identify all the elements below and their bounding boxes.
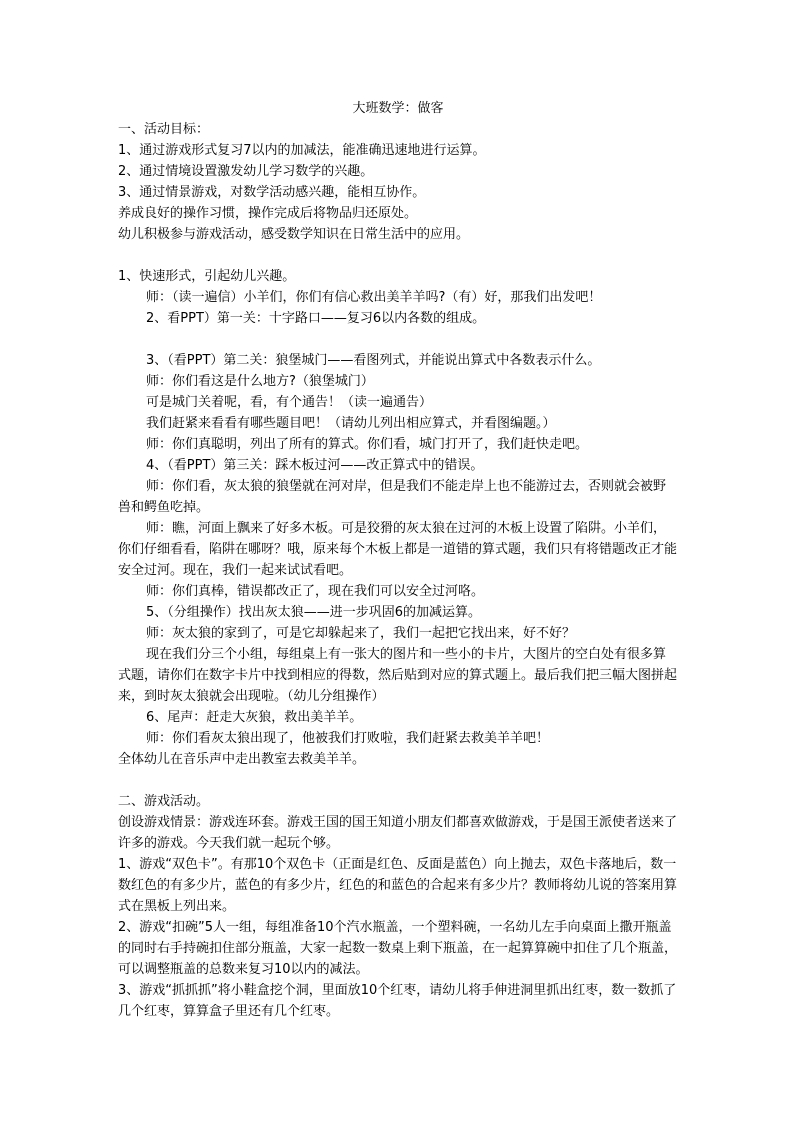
blank-line [118, 245, 678, 266]
process-paragraph: 师：你们看，灰太狼的狼堡就在河对岸，但是我们不能走岸上也不能游过去，否则就会被野兽和鳄鱼吃掉。 [118, 479, 667, 515]
process-step: 5、（分组操作）找出灰太狼——进一步巩固6的加减运算。 [146, 605, 482, 620]
process-step: 3、（看PPT）第二关：狼堡城门——看图列式，并能说出算式中各数表示什么。 [146, 353, 601, 368]
process-line: 我们赶紧来看看有哪些题目吧！（请幼儿列出相应算式，并看图编题。） [146, 416, 556, 431]
game-paragraph: 创设游戏情景：游戏连环套。游戏王国的国王知道小朋友们都喜欢做游戏，于是国王派使者送来了许多的游戏。今天我们就一起玩个够。 [118, 815, 678, 851]
goal-item: 3、通过情景游戏，对数学活动感兴趣，能相互协作。 [118, 185, 426, 200]
process-line: 全体幼儿在音乐声中走出教室去救美羊羊。 [118, 752, 366, 767]
game-paragraph: 1、游戏“双色卡”。有那10个双色卡（正面是红色、反面是蓝色）向上抛去，双色卡落地后，数一数红色的有多少片，蓝色的有多少片，红色的和蓝色的合起来有多少片？教师将幼儿说的答案用算式在黑板上列出来。 [118, 857, 678, 914]
blank-line [118, 770, 678, 791]
goal-item: 养成良好的操作习惯，操作完成后将物品归还原处。 [118, 206, 418, 221]
game-paragraph: 2、游戏“扣碗”5人一组，每组准备10个汽水瓶盖，一个塑料碗，一名幼儿左手向桌面上撒开瓶盖的同时右手持碗扣住部分瓶盖，大家一起数一数桌上剩下瓶盖，在一起算算碗中扣住了几个瓶盖，可以调整瓶盖的总数来复习10以内的减法。 [118, 920, 678, 977]
process-step: 2、看PPT）第一关：十字路口——复习6以内各数的组成。 [146, 311, 486, 326]
process-paragraph: 师：瞧，河面上飘来了好多木板。可是狡猾的灰太狼在过河的木板上设置了陷阱。小羊们，你们仔细看看，陷阱在哪呀？哦，原来每个木板上都是一道错的算式题，我们只有将错题改正才能安全过河。现在，我们一起来试试看吧。 [118, 521, 678, 578]
doc-title: 大班数学：做客 [352, 101, 444, 116]
process-step: 4、（看PPT）第三关：踩木板过河——改正算式中的错误。 [146, 458, 484, 473]
process-step: 1、快速形式，引起幼儿兴趣。 [118, 269, 296, 284]
process-paragraph: 现在我们分三个小组，每组桌上有一张大的图片和一些小的卡片，大图片的空白处有很多算式题，请你们在数字卡片中找到相应的得数，然后贴到对应的算式题上。最后我们把三幅大图拼起来，到时灰太狼就会出现啦。（幼儿分组操作） [118, 647, 678, 704]
goal-item: 1、通过游戏形式复习7以内的加减法，能准确迅速地进行运算。 [118, 143, 486, 158]
process-line: 可是城门关着呢，看，有个通告！（读一遍通告） [146, 395, 433, 410]
blank-line [118, 329, 678, 350]
process-line: 师：灰太狼的家到了，可是它却躲起来了，我们一起把它找出来，好不好？ [146, 626, 576, 641]
section-heading-games: 二、游戏活动。 [118, 794, 210, 809]
process-line: 师：你们看灰太狼出现了，他被我们打败啦，我们赶紧去救美羊羊吧！ [146, 731, 550, 746]
game-paragraph: 3、游戏“抓抓抓”将小鞋盒挖个洞，里面放10个红枣，请幼儿将手伸进洞里抓出红枣，数一数抓了几个红枣，算算盒子里还有几个红枣。 [118, 983, 677, 1019]
goal-item: 2、通过情境设置激发幼儿学习数学的兴趣。 [118, 164, 374, 179]
process-line: 师：你们看这是什么地方?（狼堡城门） [146, 374, 374, 389]
process-line: 师：你们真聪明，列出了所有的算式。你们看，城门打开了，我们赶快走吧。 [146, 437, 589, 452]
document-page [118, 98, 678, 1022]
process-line: 师：你们真棒，错误都改正了，现在我们可以安全过河咯。 [146, 584, 485, 599]
process-line: 师：（读一遍信）小羊们，你们有信心救出美羊羊吗?（有）好，那我们出发吧！ [146, 290, 602, 305]
goal-item: 幼儿积极参与游戏活动，感受数学知识在日常生活中的应用。 [118, 227, 470, 242]
section-heading-goals: 一、活动目标： [118, 122, 210, 137]
process-step: 6、尾声：赶走大灰狼，救出美羊羊。 [146, 710, 363, 725]
